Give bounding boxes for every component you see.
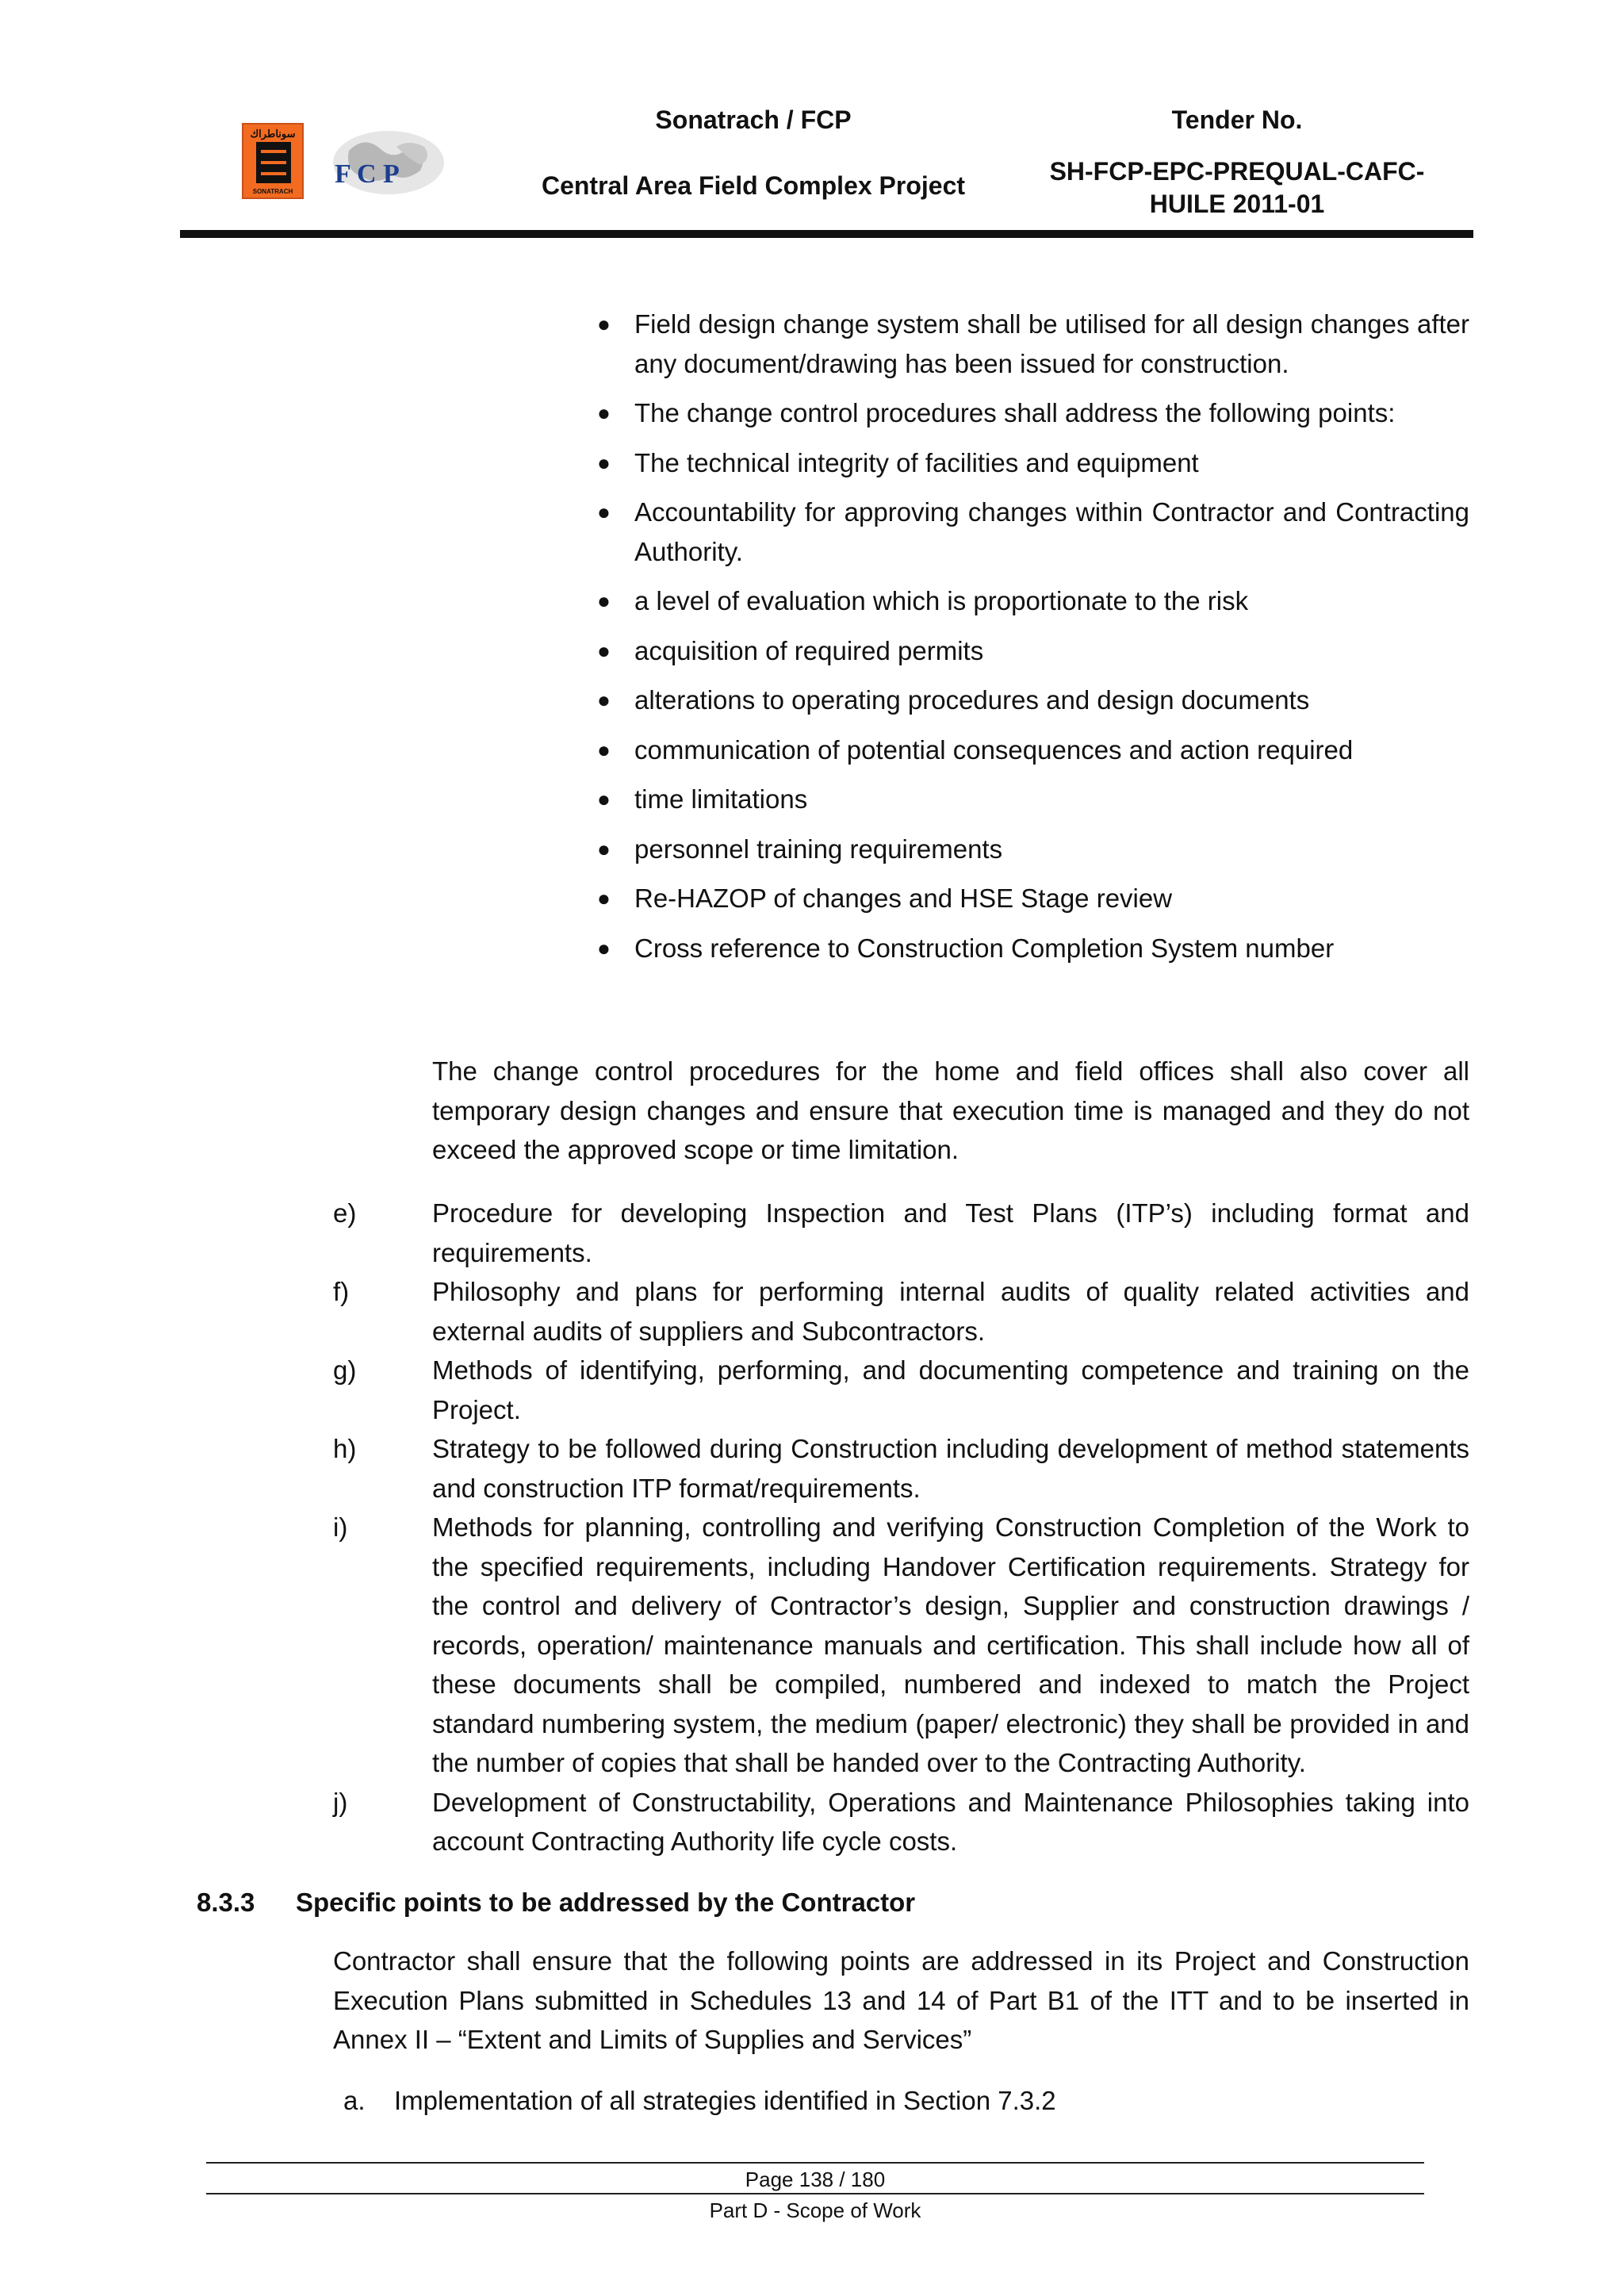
bullet-icon: ●: [597, 500, 611, 524]
bullet-item: [597, 830, 1469, 869]
section-title: Specific points to be addressed by the Contractor: [296, 1888, 916, 1917]
section-number: 8.3.3: [197, 1888, 255, 1917]
list-item: [333, 1508, 1469, 1783]
bullet-icon: ●: [597, 638, 611, 663]
bullet-item: [597, 929, 1469, 968]
bullet-icon: ●: [597, 886, 611, 910]
bullet-item: [597, 393, 1469, 433]
bullet-icon: ●: [597, 401, 611, 425]
section-heading: [197, 1888, 915, 1918]
page-number: Page 138 / 180: [745, 2168, 886, 2191]
bullet-item: [597, 443, 1469, 483]
bullet-text: time limitations: [634, 784, 808, 814]
page-header: [0, 0, 1624, 246]
sub-item: [343, 2086, 1056, 2116]
list-item-label: g): [333, 1355, 357, 1385]
header-project: Central Area Field Complex Project: [541, 171, 966, 200]
list-item: [333, 1194, 1469, 1272]
bullet-text: acquisition of required permits: [634, 635, 984, 665]
bullet-text: Accountability for approving changes within Contractor and Contracting Authority.: [634, 497, 1469, 566]
list-item-label: f): [333, 1277, 350, 1306]
list-item-text: Strategy to be followed during Construction including development of method statements and construction ITP format/requirements.: [432, 1434, 1469, 1503]
sonatrach-logo: [242, 123, 304, 199]
bullet-text: Cross reference to Construction Completion System number: [634, 933, 1335, 963]
bullet-icon: ●: [597, 688, 611, 712]
bullet-text: alterations to operating procedures and design documents: [634, 685, 1310, 715]
list-item-text: Philosophy and plans for performing internal audits of quality related activities and external audits of suppliers and Subcontractors.: [432, 1277, 1469, 1346]
sonatrach-logo-text: SONATRACH: [252, 188, 293, 195]
change-control-bullet-list: [597, 305, 1469, 978]
bullet-text: a level of evaluation which is proportionate to the risk: [634, 586, 1249, 615]
bullet-text: Field design change system shall be utilised for all design changes after any document/drawing has been issued for construction.: [634, 309, 1469, 378]
section-paragraph: Contractor shall ensure that the following points are addressed in its Project and Construction Execution Plans submitted in Schedules 13 and 14 of Part B1 of the ITT and to be inserted in Annex II – “Extent and Limits of Supplies and Services”: [333, 1946, 1469, 2054]
list-item: [333, 1351, 1469, 1429]
list-item-text: Methods of identifying, performing, and documenting competence and training on the Project.: [432, 1355, 1469, 1424]
bullet-item: [597, 680, 1469, 720]
bullet-text: The technical integrity of facilities and equipment: [634, 447, 1199, 477]
bullet-item: [597, 493, 1469, 571]
list-item-text: Development of Constructability, Operations and Maintenance Philosophies taking into account Contracting Authority life cycle costs.: [432, 1787, 1469, 1856]
bullet-icon: ●: [597, 836, 611, 861]
change-control-paragraph: The change control procedures for the home and field offices shall also cover all temporary design changes and ensure that execution time is managed and they do not exceed the approved scope or time limitation.: [432, 1056, 1469, 1164]
footer-part-label: Part D - Scope of Work: [709, 2198, 921, 2222]
bullet-text: communication of potential consequences and action required: [634, 734, 1354, 765]
list-item: [333, 1272, 1469, 1351]
list-item-text: Methods for planning, controlling and verifying Construction Completion of the Work to the specified requirements, including Handover Certification requirements. Strategy for the control and delivery of Contractor’s design, Supplier and construction drawings / records, operation/ maintenance manuals and certification. This shall include how all of these documents shall be compiled, numbered and indexed to match the Project standard numbering system, the medium (paper/ electronic) they shall be provided in and the number of copies that shall be handed over to the Contracting Authority.: [432, 1512, 1469, 1777]
bullet-icon: ●: [597, 787, 611, 811]
bullet-icon: ●: [597, 450, 611, 475]
header-divider: [180, 230, 1473, 238]
list-item: [333, 1783, 1469, 1861]
bullet-item: [597, 631, 1469, 671]
bullet-text: The change control procedures shall address the following points:: [634, 398, 1396, 427]
header-company: Sonatrach / FCP: [655, 105, 852, 134]
sub-item-text: Implementation of all strategies identified in Section 7.3.2: [394, 2086, 1056, 2115]
list-item: [333, 1429, 1469, 1508]
bullet-icon: ●: [597, 588, 611, 613]
bullet-item: [597, 879, 1469, 918]
list-item-label: e): [333, 1198, 357, 1228]
bullet-item: [597, 305, 1469, 383]
bullet-icon: ●: [597, 935, 611, 960]
fcp-globe-icon: [317, 127, 452, 202]
sub-item-label: a.: [343, 2086, 366, 2115]
requirements-list: [333, 1194, 1469, 1861]
list-item-label: i): [333, 1512, 348, 1542]
bullet-text: personnel training requirements: [634, 834, 1003, 864]
header-tender-label: Tender No.: [1171, 105, 1303, 134]
sonatrach-logo-arabic: سوناطراك: [250, 128, 296, 140]
header-tender-number: SH-FCP-EPC-PREQUAL-CAFC-HUILE 2011-01: [1049, 157, 1425, 218]
bullet-item: [597, 581, 1469, 621]
fcp-logo-text: F C P: [335, 159, 400, 189]
footer-divider-top: [206, 2162, 1424, 2164]
bullet-icon: ●: [597, 737, 611, 762]
footer-divider-bottom: [206, 2193, 1424, 2194]
sonatrach-mark-icon: [256, 142, 291, 183]
fcp-logo: [317, 127, 452, 202]
list-item-label: j): [333, 1787, 348, 1817]
bullet-icon: ●: [597, 312, 611, 336]
bullet-text: Re-HAZOP of changes and HSE Stage review: [634, 884, 1173, 913]
bullet-item: [597, 730, 1469, 770]
list-item-text: Procedure for developing Inspection and Test Plans (ITP’s) including format and requirements.: [432, 1198, 1469, 1267]
list-item-label: h): [333, 1434, 357, 1463]
bullet-item: [597, 780, 1469, 819]
